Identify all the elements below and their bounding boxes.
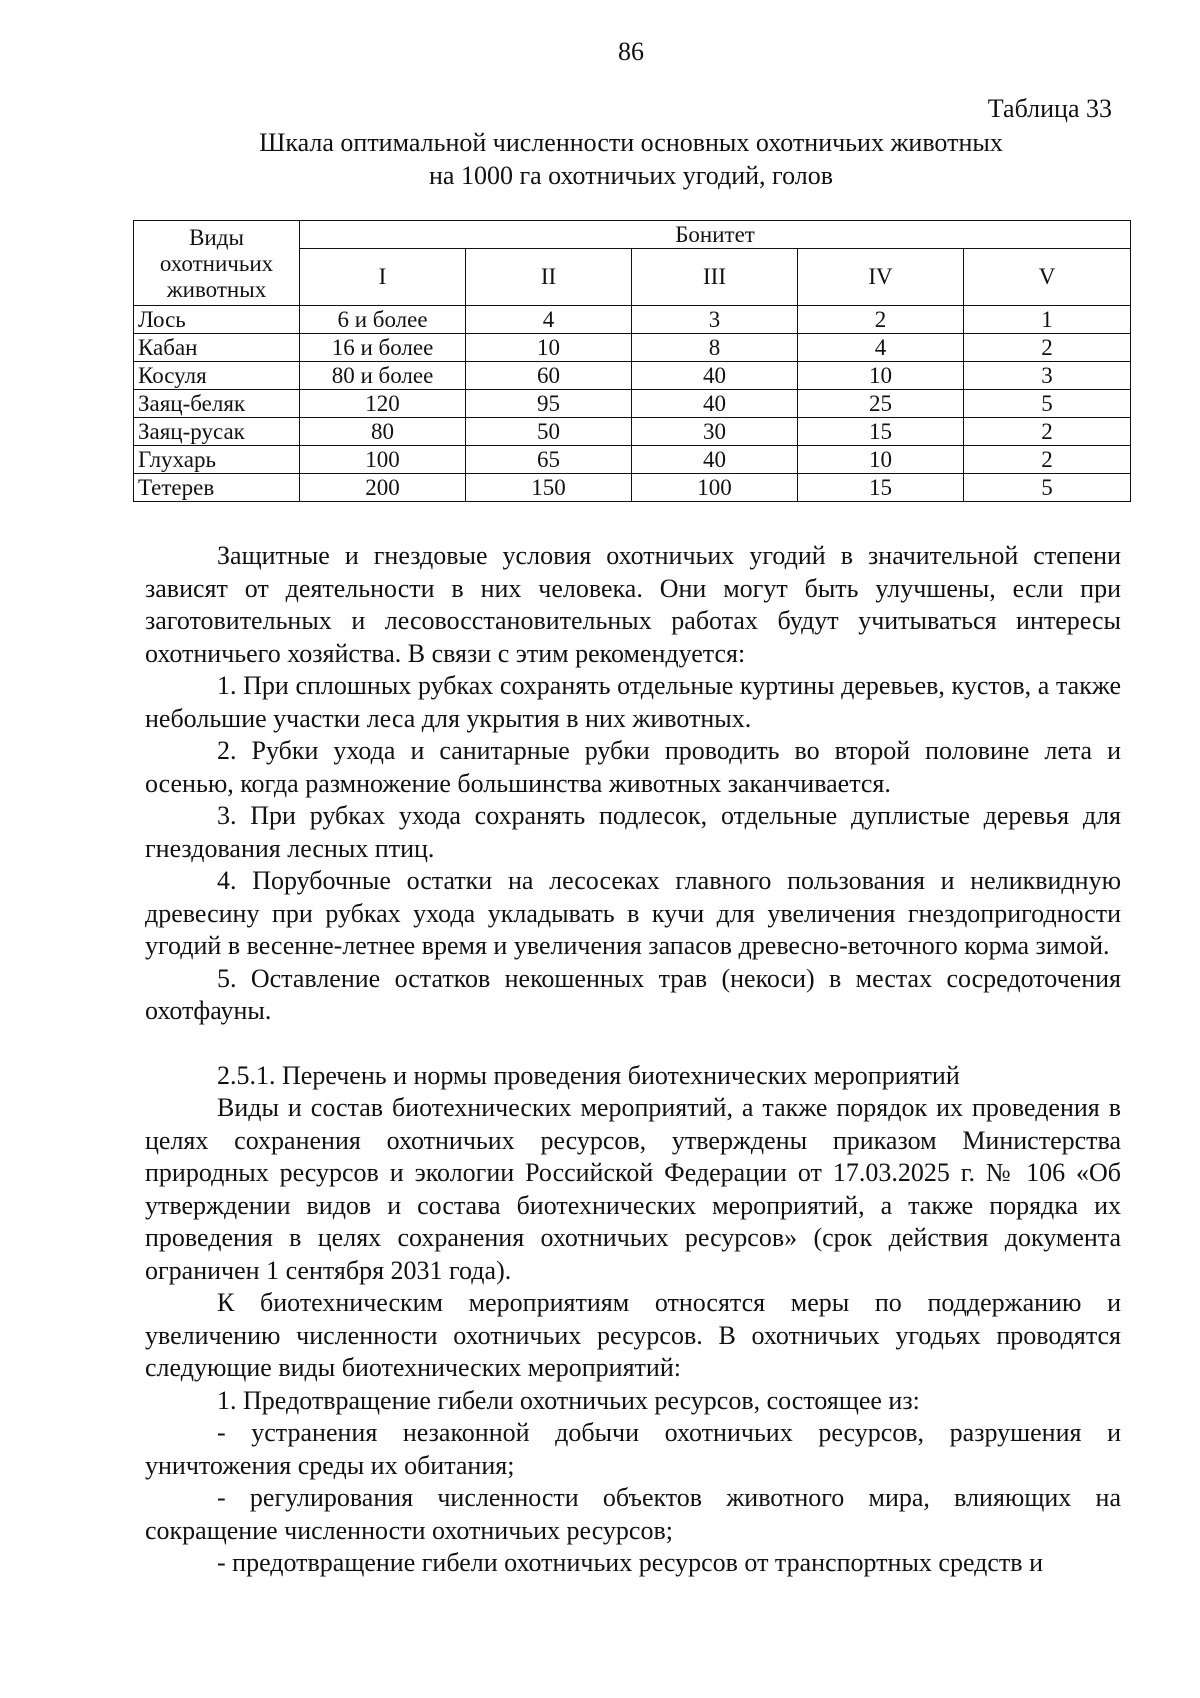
list-item: 3. При рубках ухода сохранять подлесок, отдельные дуплистые деревья для гнездования лесных птиц. bbox=[145, 801, 1121, 863]
page-number: 86 bbox=[618, 37, 644, 66]
table-row bbox=[134, 446, 1131, 474]
value-cell: 25 bbox=[798, 390, 964, 418]
section-heading: 2.5.1. Перечень и нормы проведения биотехнических мероприятий bbox=[217, 1060, 960, 1090]
list-item: - регулирования численности объектов животного мира, влияющих на сокращение численности охотничьих ресурсов; bbox=[145, 1483, 1121, 1545]
list-item: 1. При сплошных рубках сохранять отдельные куртины деревьев, кустов, а также небольшие участки леса для укрытия в них животных. bbox=[145, 671, 1121, 733]
paragraph: Защитные и гнездовые условия охотничьих угодий в значительной степени зависят от деятельности в них человека. Они могут быть улучшены, если при заготовительных и лесовосстановительных работах будут учитываться интересы охотничьего хозяйства. В связи с этим рекомендуется: bbox=[145, 541, 1121, 668]
value-cell: 80 bbox=[300, 418, 466, 446]
value-cell: 10 bbox=[466, 334, 632, 362]
paragraph: Виды и состав биотехнических мероприятий, а также порядок их проведения в целях сохранения охотничьих ресурсов, утверждены приказом Министерства природных ресурсов и экологии Российской Федерации от 17.03.2025 г. № 106 «Об утверждении видов и состава биотехнических мероприятий, а также порядка их проведения в целях сохранения охотничьих ресурсов» (срок действия документа ограничен 1 сентября 2031 года). bbox=[145, 1093, 1121, 1285]
value-cell: 100 bbox=[300, 446, 466, 474]
value-cell: 80 и более bbox=[300, 362, 466, 390]
species-cell: Кабан bbox=[134, 334, 300, 362]
value-cell: 10 bbox=[798, 362, 964, 390]
table-row bbox=[134, 418, 1131, 446]
species-cell: Глухарь bbox=[134, 446, 300, 474]
value-cell: 50 bbox=[466, 418, 632, 446]
value-cell: 4 bbox=[466, 306, 632, 334]
value-cell: 60 bbox=[466, 362, 632, 390]
value-cell: 2 bbox=[964, 334, 1131, 362]
value-cell: 100 bbox=[632, 474, 798, 502]
species-cell: Лось bbox=[134, 306, 300, 334]
table-row bbox=[134, 306, 1131, 334]
species-cell: Косуля bbox=[134, 362, 300, 390]
list-item: 2. Рубки ухода и санитарные рубки проводить во второй половине лета и осенью, когда размножение большинства животных заканчивается. bbox=[145, 736, 1121, 798]
table-body bbox=[134, 306, 1131, 502]
value-cell: 2 bbox=[798, 306, 964, 334]
value-cell: 30 bbox=[632, 418, 798, 446]
value-cell: 1 bbox=[964, 306, 1131, 334]
list-item: 1. Предотвращение гибели охотничьих ресурсов, состоящее из: bbox=[217, 1385, 920, 1415]
bonitet-level: V bbox=[964, 249, 1131, 306]
value-cell: 8 bbox=[632, 334, 798, 362]
table-title-line: на 1000 га охотничьих угодий, голов bbox=[429, 161, 833, 190]
species-cell: Тетерев bbox=[134, 474, 300, 502]
table-row bbox=[134, 390, 1131, 418]
value-cell: 40 bbox=[632, 446, 798, 474]
list-item: - устранения незаконной добычи охотничьих ресурсов, разрушения и уничтожения среды их обитания; bbox=[145, 1418, 1121, 1480]
species-cell: Заяц-русак bbox=[134, 418, 300, 446]
bonitet-level: I bbox=[300, 249, 466, 306]
spacer bbox=[145, 1028, 1121, 1060]
value-cell: 40 bbox=[632, 390, 798, 418]
value-cell: 3 bbox=[964, 362, 1131, 390]
value-cell: 6 и более bbox=[300, 306, 466, 334]
value-cell: 5 bbox=[964, 474, 1131, 502]
table-title-line: Шкала оптимальной численности основных охотничьих животных bbox=[259, 128, 1003, 157]
species-header-line: охотничьих bbox=[159, 251, 274, 276]
paragraph: К биотехническим мероприятиям относятся меры по поддержанию и увеличению численности охотничьих ресурсов. В охотничьих угодьях проводятся следующие виды биотехнических мероприятий: bbox=[145, 1288, 1121, 1382]
species-header-line: животных bbox=[166, 277, 267, 302]
value-cell: 120 bbox=[300, 390, 466, 418]
table-row bbox=[134, 362, 1131, 390]
value-cell: 200 bbox=[300, 474, 466, 502]
value-cell: 4 bbox=[798, 334, 964, 362]
value-cell: 5 bbox=[964, 390, 1131, 418]
bonitet-level: III bbox=[632, 249, 798, 306]
bonitet-table bbox=[133, 220, 1131, 502]
value-cell: 2 bbox=[964, 446, 1131, 474]
table-title bbox=[0, 126, 1200, 192]
species-header bbox=[134, 221, 300, 306]
value-cell: 10 bbox=[798, 446, 964, 474]
value-cell: 150 bbox=[466, 474, 632, 502]
value-cell: 65 bbox=[466, 446, 632, 474]
value-cell: 15 bbox=[798, 474, 964, 502]
table-row bbox=[134, 474, 1131, 502]
table-number: Таблица 33 bbox=[987, 94, 1112, 123]
species-header-line: Виды bbox=[189, 225, 244, 250]
list-item: 4. Порубочные остатки на лесосеках главного пользования и неликвидную древесину при рубках ухода укладывать в кучи для увеличения гнездопригодности угодий в весенне-летнее время и увеличения запасов древесно-веточного корма зимой. bbox=[145, 866, 1121, 960]
list-item: 5. Оставление остатков некошенных трав (некоси) в местах сосредоточения охотфауны. bbox=[145, 963, 1121, 1025]
value-cell: 16 и более bbox=[300, 334, 466, 362]
bonitet-level: IV bbox=[798, 249, 964, 306]
bonitet-header: Бонитет bbox=[300, 221, 1131, 249]
value-cell: 40 bbox=[632, 362, 798, 390]
value-cell: 3 bbox=[632, 306, 798, 334]
table-row bbox=[134, 334, 1131, 362]
bonitet-level: II bbox=[466, 249, 632, 306]
value-cell: 2 bbox=[964, 418, 1131, 446]
value-cell: 15 bbox=[798, 418, 964, 446]
species-cell: Заяц-беляк bbox=[134, 390, 300, 418]
list-item: - предотвращение гибели охотничьих ресурсов от транспортных средств и bbox=[217, 1548, 1043, 1577]
body-text bbox=[145, 540, 1121, 1580]
value-cell: 95 bbox=[466, 390, 632, 418]
